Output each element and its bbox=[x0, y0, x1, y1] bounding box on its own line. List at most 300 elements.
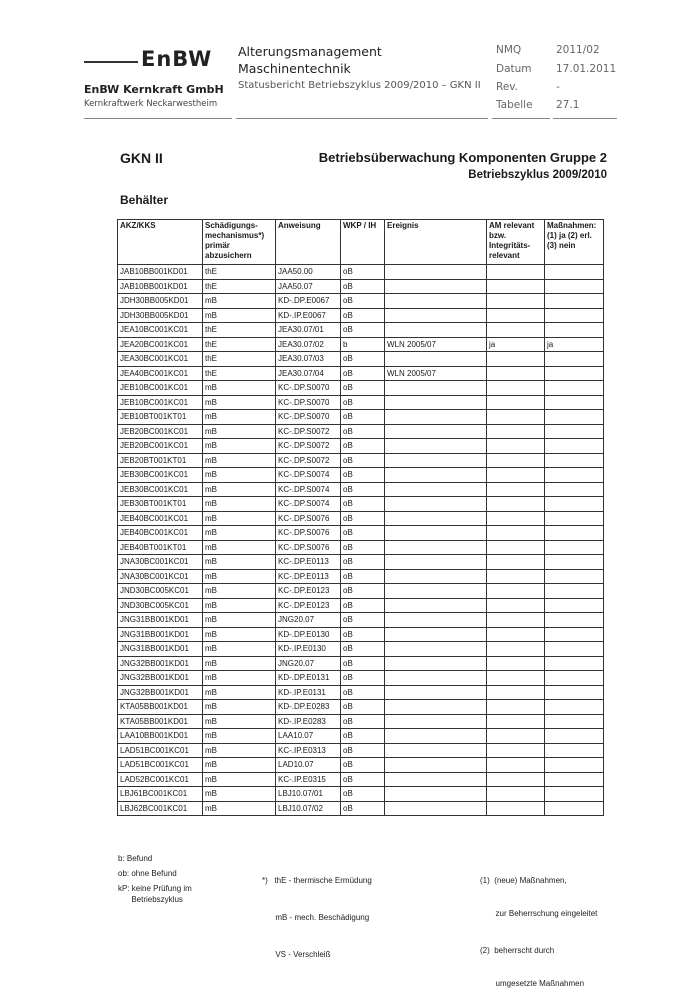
cell-measures bbox=[545, 424, 604, 439]
cell-wkp: oB bbox=[341, 555, 385, 570]
cell-measures bbox=[545, 279, 604, 294]
table-row bbox=[118, 656, 604, 671]
cell-measures bbox=[545, 743, 604, 758]
footnote-line: kP: keine Prüfung im bbox=[118, 884, 192, 893]
cell-wkp: oB bbox=[341, 323, 385, 338]
header-rule bbox=[553, 118, 617, 119]
table-row bbox=[118, 801, 604, 815]
cell-mechanism: mB bbox=[203, 613, 276, 628]
header-title-line2: Maschinentechnik bbox=[238, 61, 351, 76]
cell-am-relevant bbox=[487, 787, 545, 802]
cell-instruction: KD-.IP.E0131 bbox=[276, 685, 341, 700]
footnote-status bbox=[118, 853, 192, 905]
cell-instruction: KD-.DP.E0130 bbox=[276, 627, 341, 642]
cell-wkp: oB bbox=[341, 801, 385, 815]
table-row bbox=[118, 439, 604, 454]
cell-am-relevant bbox=[487, 627, 545, 642]
cell-instruction: JEA30.07/01 bbox=[276, 323, 341, 338]
table-header-row bbox=[118, 220, 604, 265]
cell-instruction: KC-.DP.S0072 bbox=[276, 453, 341, 468]
cell-am-relevant bbox=[487, 265, 545, 280]
cell-instruction: JEA30.07/04 bbox=[276, 366, 341, 381]
cell-wkp: oB bbox=[341, 453, 385, 468]
cell-am-relevant bbox=[487, 352, 545, 367]
table-row bbox=[118, 453, 604, 468]
meta-label-date: Datum bbox=[496, 63, 532, 75]
cell-instruction: KC-.DP.S0070 bbox=[276, 395, 341, 410]
cell-mechanism: mB bbox=[203, 308, 276, 323]
cell-instruction: LBJ10.07/01 bbox=[276, 787, 341, 802]
document-title: Betriebsüberwachung Komponenten Gruppe 2 bbox=[318, 150, 607, 165]
cell-am-relevant bbox=[487, 584, 545, 599]
cell-measures bbox=[545, 758, 604, 773]
cell-instruction: JEA30.07/03 bbox=[276, 352, 341, 367]
column-header-am-relevant: AM relevant bzw. Integritäts-relevant bbox=[487, 220, 545, 265]
cell-instruction: LAA10.07 bbox=[276, 729, 341, 744]
table-row bbox=[118, 584, 604, 599]
cell-instruction: KC-.DP.S0076 bbox=[276, 511, 341, 526]
cell-event bbox=[385, 801, 487, 815]
cell-event bbox=[385, 265, 487, 280]
cell-am-relevant bbox=[487, 323, 545, 338]
cell-event bbox=[385, 279, 487, 294]
footnote-line: zur Beherrschung eingeleitet bbox=[480, 909, 598, 918]
cell-akz: LAD52BC001KC01 bbox=[118, 772, 203, 787]
cell-event bbox=[385, 584, 487, 599]
cell-mechanism: mB bbox=[203, 743, 276, 758]
cell-instruction: KC-.DP.E0113 bbox=[276, 569, 341, 584]
cell-instruction: KC-.DP.E0123 bbox=[276, 598, 341, 613]
cell-mechanism: mB bbox=[203, 569, 276, 584]
cell-am-relevant bbox=[487, 613, 545, 628]
components-table-wrap bbox=[117, 219, 604, 816]
column-header-mechanism: Schädigungs-mechanismus*) primär abzusichern bbox=[203, 220, 276, 265]
cell-wkp: oB bbox=[341, 265, 385, 280]
cell-akz: JNA30BC001KC01 bbox=[118, 569, 203, 584]
cell-akz: JNG31BB001KD01 bbox=[118, 627, 203, 642]
table-row bbox=[118, 743, 604, 758]
cell-event bbox=[385, 787, 487, 802]
footnote-line: VS - Verschleiß bbox=[262, 950, 331, 959]
cell-measures bbox=[545, 801, 604, 815]
cell-am-relevant bbox=[487, 656, 545, 671]
cell-wkp: oB bbox=[341, 352, 385, 367]
cell-event: WLN 2005/07 bbox=[385, 337, 487, 352]
table-row bbox=[118, 279, 604, 294]
cell-event bbox=[385, 555, 487, 570]
footnote-mechanisms bbox=[262, 853, 372, 971]
cell-am-relevant bbox=[487, 526, 545, 541]
table-row bbox=[118, 366, 604, 381]
cell-mechanism: thE bbox=[203, 352, 276, 367]
cell-akz: LAD51BC001KC01 bbox=[118, 758, 203, 773]
cell-measures bbox=[545, 772, 604, 787]
table-row bbox=[118, 497, 604, 512]
table-row bbox=[118, 526, 604, 541]
cell-am-relevant bbox=[487, 395, 545, 410]
header-rule bbox=[236, 118, 488, 119]
cell-akz: JNG31BB001KD01 bbox=[118, 613, 203, 628]
cell-instruction: LAD10.07 bbox=[276, 758, 341, 773]
cell-instruction: JNG20.07 bbox=[276, 656, 341, 671]
logo-line bbox=[84, 61, 138, 63]
cell-event bbox=[385, 613, 487, 628]
cell-event bbox=[385, 714, 487, 729]
cell-measures: ja bbox=[545, 337, 604, 352]
cell-event bbox=[385, 743, 487, 758]
cell-akz: JEA20BC001KC01 bbox=[118, 337, 203, 352]
cell-wkp: oB bbox=[341, 540, 385, 555]
cell-mechanism: mB bbox=[203, 656, 276, 671]
cell-measures bbox=[545, 439, 604, 454]
cell-am-relevant bbox=[487, 801, 545, 815]
cell-wkp: oB bbox=[341, 714, 385, 729]
cell-measures bbox=[545, 381, 604, 396]
cell-mechanism: mB bbox=[203, 424, 276, 439]
cell-am-relevant bbox=[487, 700, 545, 715]
cell-mechanism: thE bbox=[203, 279, 276, 294]
table-row bbox=[118, 598, 604, 613]
cell-wkp: oB bbox=[341, 526, 385, 541]
cell-instruction: KC-.DP.S0070 bbox=[276, 410, 341, 425]
table-row bbox=[118, 337, 604, 352]
cell-mechanism: mB bbox=[203, 526, 276, 541]
cell-event bbox=[385, 468, 487, 483]
cell-measures bbox=[545, 453, 604, 468]
cell-instruction: KC-.DP.S0076 bbox=[276, 526, 341, 541]
cell-am-relevant bbox=[487, 279, 545, 294]
cell-event bbox=[385, 758, 487, 773]
footnote-line: Betriebszyklus bbox=[118, 895, 183, 904]
table-row bbox=[118, 758, 604, 773]
cell-akz: JEB10BC001KC01 bbox=[118, 395, 203, 410]
cell-mechanism: thE bbox=[203, 366, 276, 381]
cell-am-relevant bbox=[487, 482, 545, 497]
cell-mechanism: mB bbox=[203, 453, 276, 468]
cell-mechanism: mB bbox=[203, 598, 276, 613]
cell-measures bbox=[545, 555, 604, 570]
cell-measures bbox=[545, 584, 604, 599]
cell-am-relevant bbox=[487, 714, 545, 729]
cell-am-relevant bbox=[487, 410, 545, 425]
meta-value-rev: - bbox=[556, 81, 560, 93]
cell-measures bbox=[545, 497, 604, 512]
meta-label-rev: Rev. bbox=[496, 81, 519, 93]
cell-am-relevant bbox=[487, 743, 545, 758]
cell-am-relevant bbox=[487, 642, 545, 657]
cell-akz: JEB40BT001KT01 bbox=[118, 540, 203, 555]
cell-instruction: JAA50.07 bbox=[276, 279, 341, 294]
cell-mechanism: mB bbox=[203, 700, 276, 715]
cell-akz: JNG32BB001KD01 bbox=[118, 656, 203, 671]
cell-instruction: KC-.IP.E0313 bbox=[276, 743, 341, 758]
cell-am-relevant bbox=[487, 598, 545, 613]
cell-measures bbox=[545, 308, 604, 323]
cell-wkp: oB bbox=[341, 743, 385, 758]
cell-instruction: KD-.IP.E0067 bbox=[276, 308, 341, 323]
cell-event bbox=[385, 598, 487, 613]
cell-wkp: oB bbox=[341, 468, 385, 483]
cell-measures bbox=[545, 685, 604, 700]
cell-event bbox=[385, 395, 487, 410]
cell-am-relevant bbox=[487, 772, 545, 787]
components-table bbox=[117, 219, 604, 816]
cell-mechanism: mB bbox=[203, 584, 276, 599]
cell-akz: LAA10BB001KD01 bbox=[118, 729, 203, 744]
cell-mechanism: mB bbox=[203, 511, 276, 526]
table-row bbox=[118, 381, 604, 396]
cell-akz: LBJ62BC001KC01 bbox=[118, 801, 203, 815]
cycle-heading: Betriebszyklus 2009/2010 bbox=[468, 169, 607, 181]
cell-wkp: oB bbox=[341, 497, 385, 512]
cell-am-relevant bbox=[487, 671, 545, 686]
table-row bbox=[118, 787, 604, 802]
cell-am-relevant bbox=[487, 294, 545, 309]
cell-wkp: oB bbox=[341, 656, 385, 671]
cell-instruction: JEA30.07/02 bbox=[276, 337, 341, 352]
cell-wkp: oB bbox=[341, 627, 385, 642]
cell-instruction: JNG20.07 bbox=[276, 613, 341, 628]
cell-mechanism: mB bbox=[203, 555, 276, 570]
column-header-instruction: Anweisung bbox=[276, 220, 341, 265]
cell-mechanism: mB bbox=[203, 642, 276, 657]
footnote-line: umgesetzte Maßnahmen bbox=[480, 979, 585, 988]
cell-akz: JEB40BC001KC01 bbox=[118, 526, 203, 541]
cell-akz: JNG32BB001KD01 bbox=[118, 671, 203, 686]
cell-instruction: KC-.DP.S0072 bbox=[276, 439, 341, 454]
cell-measures bbox=[545, 569, 604, 584]
table-row bbox=[118, 511, 604, 526]
cell-mechanism: mB bbox=[203, 497, 276, 512]
cell-measures bbox=[545, 787, 604, 802]
cell-event bbox=[385, 540, 487, 555]
cell-wkp: oB bbox=[341, 294, 385, 309]
cell-mechanism: mB bbox=[203, 627, 276, 642]
cell-measures bbox=[545, 613, 604, 628]
cell-akz: JAB10BB001KD01 bbox=[118, 279, 203, 294]
cell-measures bbox=[545, 294, 604, 309]
cell-akz: LAD51BC001KC01 bbox=[118, 743, 203, 758]
cell-event bbox=[385, 569, 487, 584]
cell-event bbox=[385, 410, 487, 425]
footnote-line: *) thE - thermische Ermüdung bbox=[262, 876, 372, 885]
cell-am-relevant bbox=[487, 758, 545, 773]
header-rule bbox=[492, 118, 550, 119]
cell-mechanism: mB bbox=[203, 381, 276, 396]
cell-akz: JNG32BB001KD01 bbox=[118, 685, 203, 700]
cell-event bbox=[385, 381, 487, 396]
cell-measures bbox=[545, 511, 604, 526]
cell-mechanism: mB bbox=[203, 758, 276, 773]
cell-instruction: KD-.IP.E0283 bbox=[276, 714, 341, 729]
cell-measures bbox=[545, 265, 604, 280]
cell-wkp: oB bbox=[341, 381, 385, 396]
table-row bbox=[118, 700, 604, 715]
cell-akz: JND30BC005KC01 bbox=[118, 598, 203, 613]
cell-wkp: oB bbox=[341, 482, 385, 497]
column-header-akz: AKZ/KKS bbox=[118, 220, 203, 265]
cell-event bbox=[385, 352, 487, 367]
cell-event bbox=[385, 642, 487, 657]
cell-wkp: oB bbox=[341, 729, 385, 744]
cell-am-relevant bbox=[487, 497, 545, 512]
cell-measures bbox=[545, 410, 604, 425]
unit-heading: GKN II bbox=[120, 150, 163, 166]
column-header-event: Ereignis bbox=[385, 220, 487, 265]
table-row bbox=[118, 714, 604, 729]
cell-akz: JEA10BC001KC01 bbox=[118, 323, 203, 338]
cell-event bbox=[385, 685, 487, 700]
cell-mechanism: mB bbox=[203, 395, 276, 410]
cell-mechanism: mB bbox=[203, 439, 276, 454]
plant-name: Kernkraftwerk Neckarwestheim bbox=[84, 99, 218, 109]
cell-measures bbox=[545, 700, 604, 715]
cell-akz: JEB30BT001KT01 bbox=[118, 497, 203, 512]
cell-am-relevant bbox=[487, 424, 545, 439]
cell-am-relevant bbox=[487, 439, 545, 454]
cell-instruction: KC-.IP.E0315 bbox=[276, 772, 341, 787]
cell-wkp: oB bbox=[341, 511, 385, 526]
footnote-line: ob: ohne Befund bbox=[118, 869, 177, 878]
cell-am-relevant bbox=[487, 729, 545, 744]
cell-akz: JDH30BB005KD01 bbox=[118, 294, 203, 309]
table-row bbox=[118, 613, 604, 628]
cell-event bbox=[385, 439, 487, 454]
cell-measures bbox=[545, 468, 604, 483]
footnote-line: mB - mech. Beschädigung bbox=[262, 913, 370, 922]
table-row bbox=[118, 352, 604, 367]
cell-wkp: oB bbox=[341, 395, 385, 410]
cell-measures bbox=[545, 540, 604, 555]
cell-event bbox=[385, 772, 487, 787]
cell-instruction: KC-.DP.S0074 bbox=[276, 482, 341, 497]
cell-am-relevant bbox=[487, 308, 545, 323]
cell-mechanism: mB bbox=[203, 729, 276, 744]
cell-wkp: oB bbox=[341, 439, 385, 454]
table-row bbox=[118, 627, 604, 642]
cell-event bbox=[385, 424, 487, 439]
table-row bbox=[118, 729, 604, 744]
cell-instruction: KC-.DP.S0074 bbox=[276, 468, 341, 483]
company-name: EnBW Kernkraft GmbH bbox=[84, 83, 224, 96]
cell-mechanism: mB bbox=[203, 294, 276, 309]
cell-wkp: oB bbox=[341, 671, 385, 686]
table-row bbox=[118, 685, 604, 700]
cell-akz: JND30BC005KC01 bbox=[118, 584, 203, 599]
cell-mechanism: thE bbox=[203, 337, 276, 352]
footnote-measures bbox=[480, 853, 597, 1000]
cell-wkp: oB bbox=[341, 584, 385, 599]
meta-value-date: 17.01.2011 bbox=[556, 63, 617, 75]
header-title-line1: Alterungsmanagement bbox=[238, 44, 382, 59]
meta-value-nmq: 2011/02 bbox=[556, 44, 600, 56]
cell-am-relevant bbox=[487, 555, 545, 570]
cell-wkp: oB bbox=[341, 700, 385, 715]
cell-event bbox=[385, 671, 487, 686]
cell-am-relevant bbox=[487, 453, 545, 468]
cell-instruction: KC-.DP.S0074 bbox=[276, 497, 341, 512]
cell-am-relevant bbox=[487, 511, 545, 526]
cell-akz: KTA05BB001KD01 bbox=[118, 714, 203, 729]
cell-instruction: KD-.IP.E0130 bbox=[276, 642, 341, 657]
cell-measures bbox=[545, 671, 604, 686]
cell-wkp: oB bbox=[341, 685, 385, 700]
cell-wkp: oB bbox=[341, 598, 385, 613]
table-row bbox=[118, 410, 604, 425]
cell-instruction: KC-.DP.S0076 bbox=[276, 540, 341, 555]
cell-wkp: oB bbox=[341, 410, 385, 425]
cell-event bbox=[385, 497, 487, 512]
cell-instruction: KD-.DP.E0283 bbox=[276, 700, 341, 715]
cell-event bbox=[385, 526, 487, 541]
cell-akz: JAB10BB001KD01 bbox=[118, 265, 203, 280]
cell-akz: LBJ61BC001KC01 bbox=[118, 787, 203, 802]
cell-measures bbox=[545, 642, 604, 657]
cell-am-relevant bbox=[487, 366, 545, 381]
cell-measures bbox=[545, 656, 604, 671]
column-header-measures: Maßnahmen: (1) ja (2) erl. (3) nein bbox=[545, 220, 604, 265]
cell-event bbox=[385, 323, 487, 338]
cell-mechanism: thE bbox=[203, 323, 276, 338]
cell-wkp: oB bbox=[341, 424, 385, 439]
cell-akz: JNG31BB001KD01 bbox=[118, 642, 203, 657]
cell-event bbox=[385, 656, 487, 671]
cell-mechanism: mB bbox=[203, 468, 276, 483]
cell-am-relevant bbox=[487, 569, 545, 584]
cell-am-relevant bbox=[487, 468, 545, 483]
cell-mechanism: mB bbox=[203, 685, 276, 700]
cell-akz: JEA30BC001KC01 bbox=[118, 352, 203, 367]
cell-measures bbox=[545, 729, 604, 744]
footnote-line: (2) beherrscht durch bbox=[480, 946, 555, 955]
cell-event bbox=[385, 482, 487, 497]
cell-wkp: oB bbox=[341, 279, 385, 294]
cell-measures bbox=[545, 526, 604, 541]
cell-akz: JEA40BC001KC01 bbox=[118, 366, 203, 381]
cell-instruction: KD-.DP.E0131 bbox=[276, 671, 341, 686]
table-row bbox=[118, 265, 604, 280]
meta-label-nmq: NMQ bbox=[496, 44, 522, 56]
cell-instruction: JAA50.00 bbox=[276, 265, 341, 280]
cell-event bbox=[385, 511, 487, 526]
cell-measures bbox=[545, 714, 604, 729]
table-row bbox=[118, 395, 604, 410]
cell-measures bbox=[545, 598, 604, 613]
table-row bbox=[118, 424, 604, 439]
table-row bbox=[118, 555, 604, 570]
cell-mechanism: thE bbox=[203, 265, 276, 280]
cell-instruction: KC-.DP.E0123 bbox=[276, 584, 341, 599]
cell-event bbox=[385, 453, 487, 468]
table-row bbox=[118, 323, 604, 338]
cell-instruction: KC-.DP.S0070 bbox=[276, 381, 341, 396]
cell-akz: JEB10BC001KC01 bbox=[118, 381, 203, 396]
cell-measures bbox=[545, 482, 604, 497]
cell-measures bbox=[545, 395, 604, 410]
cell-event bbox=[385, 294, 487, 309]
cell-akz: JDH30BB005KD01 bbox=[118, 308, 203, 323]
cell-wkp: oB bbox=[341, 569, 385, 584]
cell-mechanism: mB bbox=[203, 787, 276, 802]
cell-akz: JNA30BC001KC01 bbox=[118, 555, 203, 570]
cell-mechanism: mB bbox=[203, 482, 276, 497]
cell-instruction: KC-.DP.S0072 bbox=[276, 424, 341, 439]
footnote-line: b: Befund bbox=[118, 854, 153, 863]
cell-akz: KTA05BB001KD01 bbox=[118, 700, 203, 715]
table-row bbox=[118, 772, 604, 787]
cell-measures bbox=[545, 627, 604, 642]
cell-event bbox=[385, 729, 487, 744]
